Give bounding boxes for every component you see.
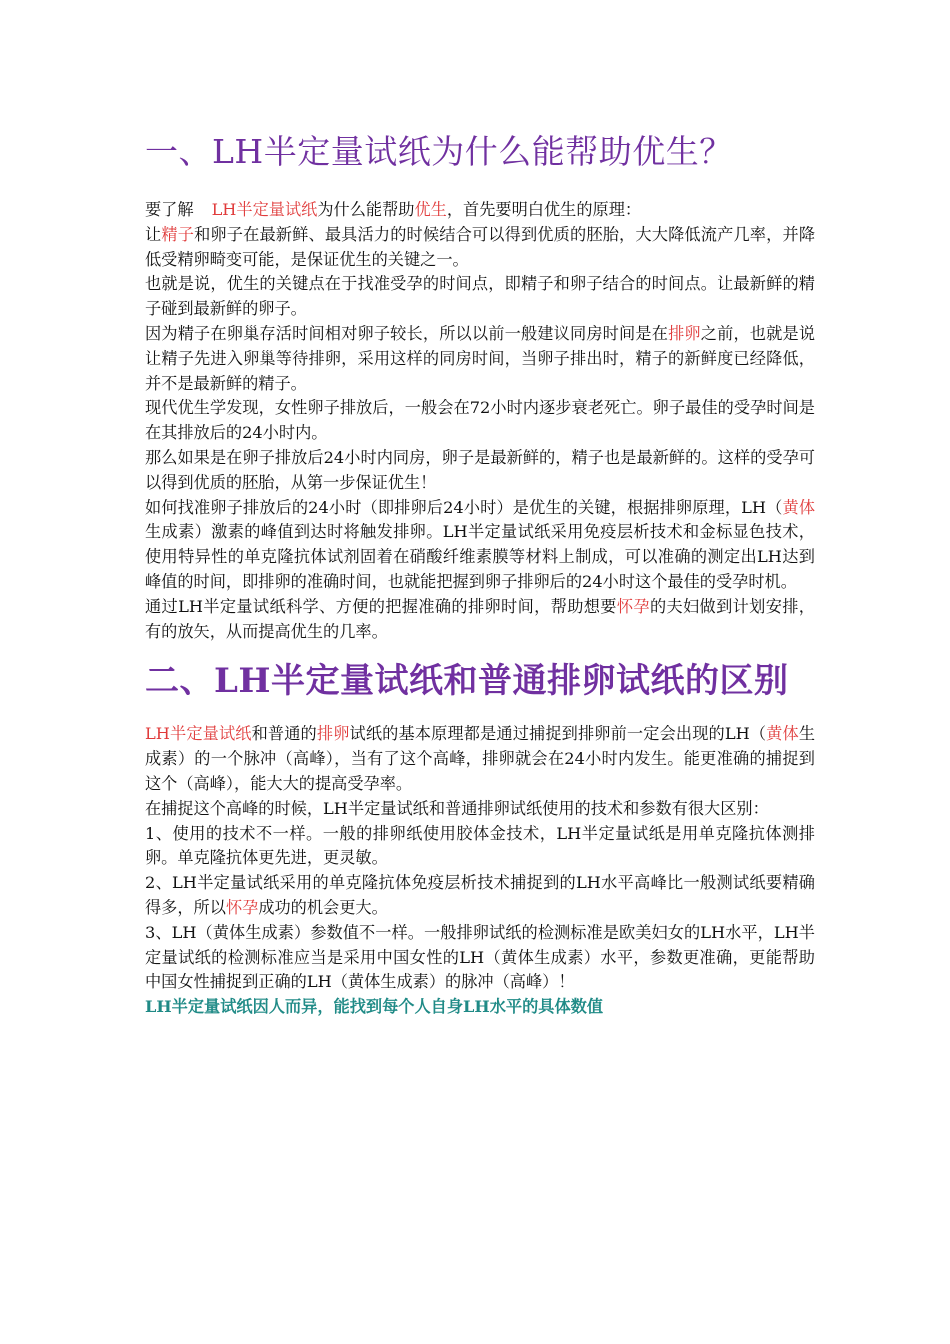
link-lh-test-strip[interactable]: LH半定量试纸 — [145, 724, 252, 744]
link-corpus-luteum[interactable]: 黄体 — [782, 497, 816, 517]
link-corpus-luteum[interactable]: 黄体 — [766, 724, 799, 744]
link-ovulation[interactable]: 排卵 — [668, 323, 701, 343]
text-run: 生成素）的一个脉冲（高峰），当有了这个高峰，排卵就会在24小时内发生。能更准确的捕捉到这个（高峰），能大大的提高受孕率。 — [145, 724, 815, 793]
text-run: 和普通的 — [251, 724, 317, 744]
link-eugenics[interactable]: 优生 — [414, 200, 447, 219]
text-run: 要了解 — [145, 200, 194, 219]
section2-highlight: LH半定量试纸因人而异，能找到每个人自身LH水平的具体数值 — [145, 997, 604, 1017]
text-run: 试纸的基本原理都是通过捕捉到排卵前一定会出现的LH（ — [349, 724, 767, 744]
section2-heading: 二、LH半定量试纸和普通排卵试纸的区别 — [145, 661, 789, 702]
section1-paragraph-1 — [145, 198, 815, 223]
text-run: 让 — [145, 224, 162, 244]
section1-paragraph-6: 那么如果是在卵子排放后24小时内同房，卵子是最新鲜的，精子也是最新鲜的。这样的受孕可以得到优质的胚胎，从第一步保证优生！ — [145, 447, 815, 492]
section1-paragraph-8 — [145, 595, 815, 645]
text-run: 和卵子在最新鲜、最具活力的时候结合可以得到优质的胚胎，大大降低流产几率，并降低受精卵畸变可能，是保证优生的关键之一。 — [145, 224, 816, 269]
text-run: ，首先要明白优生的原理： — [446, 200, 642, 219]
text-run: 通过LH半定量试纸科学、方便的把握准确的排卵时间，帮助想要 — [145, 596, 617, 616]
text-run: 之前，也就是说让精子先进入卵巢等待排卵，采用这样的同房时间，当卵子排出时，精子的新鲜度已经降低，并不是最新鲜的精子。 — [145, 323, 816, 393]
link-lh-test-strip[interactable]: LH半定量试纸 — [211, 200, 318, 219]
text-run: 生成素）激素的峰值到达时将触发排卵。LH半定量试纸采用免疫层析技术和金标显色技术，使用特异性的单克隆抗体试剂固着在硝酸纤维素膜等材料上制成，可以准确的测定出LH达到峰值的时间，即排卵的准确时间，也就能把握到卵子排卵后的24小时这个最佳的受孕时机。 — [145, 522, 815, 591]
section2-paragraph-5: 3、LH（黄体生成素）参数值不一样。一般排卵试纸的检测标准是欧美妇女的LH水平，LH半定量试纸的检测标准应当是采用中国女性的LH（黄体生成素）水平，参数更准确，更能帮助中国女性捕捉到正确的LH（黄体生成素）的脉冲（高峰）！ — [145, 922, 815, 992]
section1-paragraph-3: 也就是说，优生的关键点在于找准受孕的时间点，即精子和卵子结合的时间点。让最新鲜的精子碰到最新鲜的卵子。 — [145, 274, 815, 319]
link-ovulation[interactable]: 排卵 — [316, 724, 350, 744]
section1-paragraph-2 — [145, 223, 815, 273]
text-run: 因为精子在卵巢存活时间相对卵子较长，所以以前一般建议同房时间是在 — [145, 323, 669, 343]
link-pregnancy[interactable]: 怀孕 — [616, 596, 650, 616]
document-content — [145, 128, 815, 1020]
section1-paragraph-4 — [145, 322, 815, 396]
section2-paragraph-1 — [145, 722, 815, 796]
section1-heading: 一、LH半定量试纸为什么能帮助优生？ — [145, 132, 733, 171]
text-run: 为什么能帮助 — [317, 200, 415, 219]
section2-paragraph-4 — [145, 871, 815, 921]
section1-paragraph-5: 现代优生学发现，女性卵子排放后，一般会在72小时内逐步衰老死亡。卵子最佳的受孕时间是在其排放后的24小时内。 — [145, 398, 815, 443]
section2-paragraph-2: 在捕捉这个高峰的时候，LH半定量试纸和普通排卵试纸使用的技术和参数有很大区别： — [145, 798, 769, 818]
text-run: 成功的机会更大。 — [258, 897, 388, 917]
section1-paragraph-7 — [145, 496, 815, 595]
link-pregnancy[interactable]: 怀孕 — [225, 897, 259, 917]
text-run: 的夫妇做到计划安排，有的放矢，从而提高优生的几率。 — [145, 596, 815, 641]
text-run: 如何找准卵子排放后的24小时（即排卵后24小时）是优生的关键，根据排卵原理，LH（ — [145, 497, 783, 517]
link-sperm[interactable]: 精子 — [161, 224, 195, 244]
text-run: 2、LH半定量试纸采用的单克隆抗体免疫层析技术捕捉到的LH水平高峰比一般测试纸要精确得多，所以 — [145, 873, 815, 917]
section2-paragraph-3: 1、使用的技术不一样。一般的排卵纸使用胶体金技术，LH半定量试纸是用单克隆抗体测排卵。单克隆抗体更先进，更灵敏。 — [145, 823, 815, 868]
